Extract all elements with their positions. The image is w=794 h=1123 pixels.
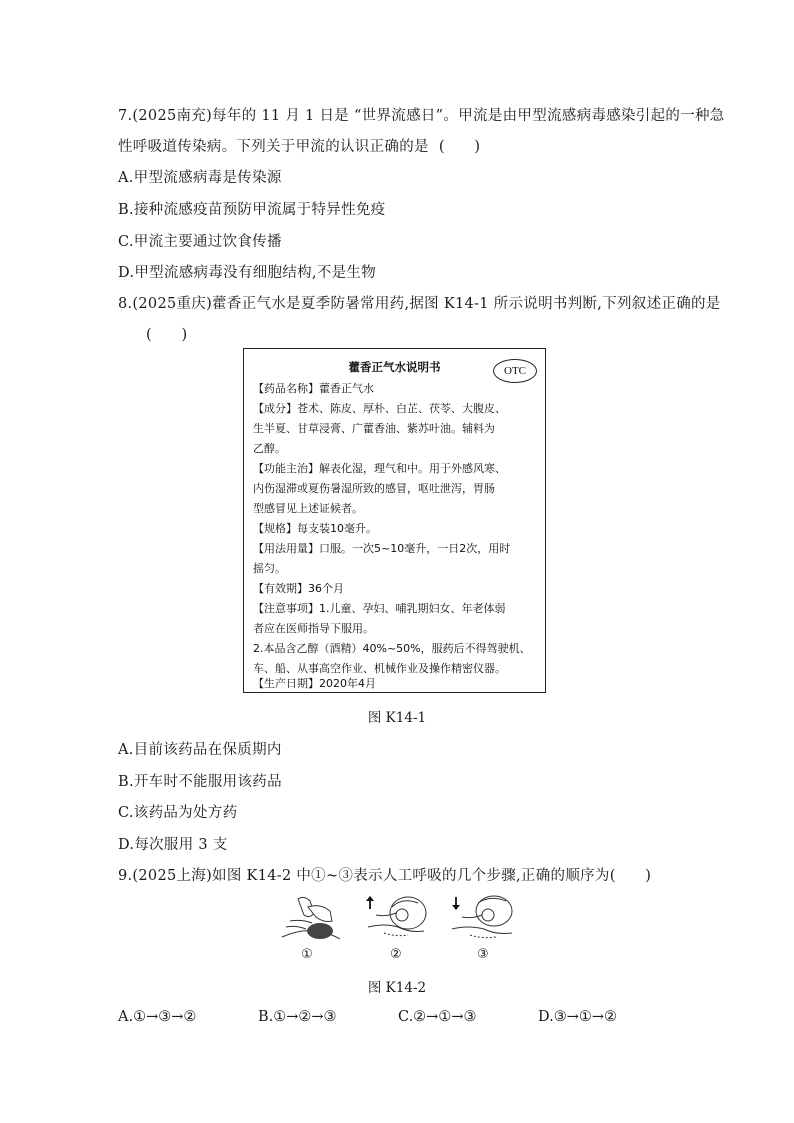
leaflet-line: 【药品名称】藿香正气水 [253, 382, 374, 395]
leaflet-line: 【用法用量】口服。一次5~10毫升，一日2次，用时 [253, 542, 511, 555]
q8-option-b: B.开车时不能服用该药品 [118, 774, 282, 790]
q8-answer-bracket: ( ) [146, 327, 188, 343]
q8-stem-line1: 8.(2025重庆)藿香正气水是夏季防暑常用药,据图 K14-1 所示说明书判断,下列叙述正确的是 [118, 296, 721, 312]
leaflet-line: 型感冒见上述证候者。 [253, 502, 363, 515]
q7-stem-line2 [118, 135, 480, 156]
q9-option-c: C.②→①→③ [398, 1009, 477, 1025]
figure-caption-k14-2: 图 K14-2 [367, 980, 427, 996]
figure-label-2: ② [390, 947, 402, 962]
q7-stem-text: 性呼吸道传染病。下列关于甲流的认识正确的是 [118, 139, 429, 155]
leaflet-line: 【功能主治】解表化湿，理气和中。用于外感风寒、 [253, 462, 506, 475]
leaflet-title: 藿香正气水说明书 [348, 360, 441, 374]
leaflet-line: 【注意事项】1.儿童、孕妇、哺乳期妇女、年老体弱 [253, 602, 506, 615]
cpr-step-2-illustration [362, 893, 430, 943]
leaflet-line: 内伤湿滞或夏伤暑湿所致的感冒，呕吐泄泻，胃肠 [253, 482, 495, 495]
q8-option-a: A.目前该药品在保质期内 [118, 742, 282, 758]
q9-option-d: D.③→①→② [538, 1009, 618, 1025]
otc-badge: OTC [493, 359, 537, 383]
leaflet-line: 摇匀。 [253, 562, 286, 575]
q7-option-b: B.接种流感疫苗预防甲流属于特异性免疫 [118, 202, 386, 218]
leaflet-line: 2.本品含乙醇（酒精）40%~50%，服药后不得驾驶机、 [253, 642, 531, 655]
cpr-step-1-illustration [280, 893, 342, 943]
q7-answer-bracket: ( ) [438, 139, 481, 155]
leaflet-line: 【成分】苍术、陈皮、厚朴、白芷、茯苓、大腹皮、 [253, 402, 506, 415]
leaflet-line: 乙醇。 [253, 442, 286, 455]
medicine-leaflet [243, 348, 546, 693]
q9-stem-line1: 9.(2025上海)如图 K14-2 中①~③表示人工呼吸的几个步骤,正确的顺序为( ) [118, 868, 652, 884]
leaflet-line: 者应在医师指导下服用。 [253, 622, 374, 635]
q7-stem-line1: 7.(2025南充)每年的 11 月 1 日是 “世界流感日”。甲流是由甲型流感病毒感染引起的一种急 [118, 108, 725, 124]
q8-option-d: D.每次服用 3 支 [118, 837, 228, 853]
q7-option-a: A.甲型流感病毒是传染源 [118, 170, 282, 186]
q7-option-c: C.甲流主要通过饮食传播 [118, 234, 282, 250]
figure-label-1: ① [301, 947, 313, 962]
figure-caption-k14-1: 图 K14-1 [367, 710, 427, 726]
leaflet-line: 生半夏、甘草浸膏、广藿香油、紫苏叶油。辅料为 [253, 422, 495, 435]
leaflet-line: 车、船、从事高空作业、机械作业及操作精密仪器。 [253, 662, 506, 675]
q9-option-b: B.①→②→③ [258, 1009, 337, 1025]
leaflet-line: 【生产日期】2020年4月 [253, 677, 376, 690]
leaflet-line: 【规格】每支装10毫升。 [253, 522, 377, 535]
leaflet-line: 【有效期】36个月 [253, 582, 344, 595]
q9-option-a: A.①→③→② [118, 1009, 197, 1025]
q8-option-c: C.该药品为处方药 [118, 805, 238, 821]
q7-option-d: D.甲型流感病毒没有细胞结构,不是生物 [118, 265, 377, 281]
figure-label-3: ③ [477, 947, 489, 962]
cpr-step-3-illustration [446, 893, 516, 943]
